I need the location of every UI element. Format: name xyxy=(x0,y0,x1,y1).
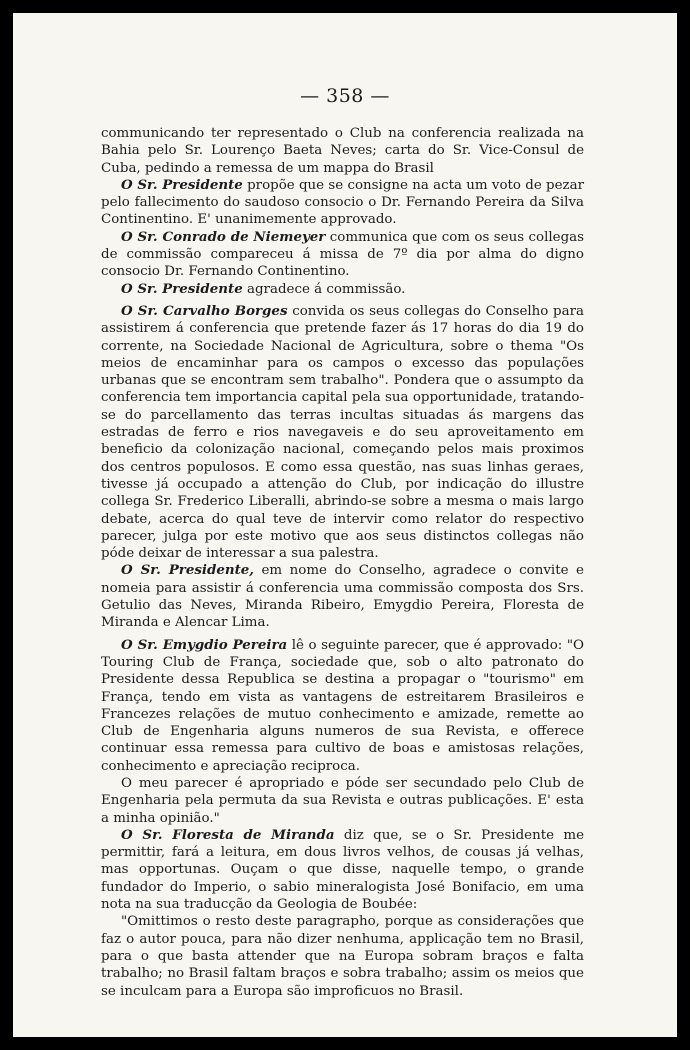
paragraph xyxy=(101,913,584,999)
page-number: — 358 — xyxy=(300,85,390,107)
document-page xyxy=(13,13,677,1037)
paragraph-text: em nome do Conselho, agradece o convite e nomeia para assistir á conferencia uma commissão composta dos Srs. Getulio das Neves, Miranda Ribeiro, Emygdio Pereira, Floresta de Miranda e Alencar Lima. xyxy=(101,563,584,631)
speaker-name: O Sr. Presidente, xyxy=(121,562,254,579)
speaker-name: O Sr. Carvalho Borges xyxy=(121,302,288,319)
paragraph-text: propõe que se consigne na acta um voto de pezar pelo fallecimento do saudoso consocio o Dr. Fernando Pereira da Silva Continentino. E' unanimemente approvado. xyxy=(101,177,584,228)
speaker-name: O Sr. Floresta de Miranda xyxy=(121,826,335,843)
paragraph xyxy=(101,562,584,631)
paragraph-text: convida os seus collegas do Conselho para assistirem á conferencia que pretende fazer ás 17 horas do dia 19 do corrente, na Sociedade Nacional de Agricultura, sobre o thema "Os meios de encaminhar para os campos o excesso das populações urbanas que se encontram sem trabalho". Pondera que o assumpto da conferencia tem importancia capital pela sua opportunidade, tratando-se do parcellamento das terras incultas situadas ás margens das estradas de ferro e rios navegaveis e do seu aproveitamento em beneficio da colonização nacional, começando pelos mais proximos dos centros populosos. E como essa questão, nas suas linhas geraes, tivesse já occupado a attenção do Club, por indicação do illustre collega Sr. Frederico Liberalli, abrindo-se sobre a mesma o mais largo debate, acerca do qual teve de intervir como relator do respectivo parecer, julga por este motivo que aos seus distinctos collegas não póde deixar de interessar a sua palestra. xyxy=(101,303,584,562)
speaker-name: O Sr. Presidente xyxy=(121,280,243,297)
paragraph-text: communicando ter representado o Club na conferencia realizada na Bahia pelo Sr. Lourenço Baeta Neves; carta do Sr. Vice-Consul de Cuba, pedindo a remessa de um mappa do Brasil xyxy=(101,126,584,176)
paragraph xyxy=(101,637,584,775)
paragraph xyxy=(101,303,584,562)
speaker-name: O Sr. Emygdio Pereira xyxy=(121,636,288,653)
paragraph xyxy=(101,775,584,827)
paragraph-text: diz que, se o Sr. Presidente me permittir, fará a leitura, em dous livros velhos, de cousas já velhas, mas opportunas. Ouçam o que disse, naquelle tempo, o grande fundador do Imperio, o sabio mineralogista José Bonifacio, em uma nota na sua traducção da Geologia de Boubée: xyxy=(101,827,584,913)
speaker-name: O Sr. Conrado de Niemeyer xyxy=(121,228,326,245)
paragraph-text: agradece á commissão. xyxy=(242,281,406,297)
body-text xyxy=(101,125,584,1000)
paragraph-text: lê o seguinte parecer, que é approvado: "O Touring Club de França, sociedade que, sob o alto patronato do Presidente dessa Republica se destina a propagar o "tourismo" em França, tendo em vista as vantagens de estreitarem Brasileiros e Francezes relações de mutuo conhecimento e amizade, remette ao Club de Engenharia alguns numeros de sua Revista, e offerece continuar essa remessa para cultivo de boas e amistosas relações, conhecimento e apreciação reciproca. xyxy=(101,637,584,774)
paragraph xyxy=(101,125,584,177)
paragraph-text: O meu parecer é apropriado e póde ser secundado pelo Club de Engenharia pela permuta da sua Revista e outras publicações. E' esta a minha opinião." xyxy=(101,775,584,826)
paragraph xyxy=(101,177,584,229)
paragraph xyxy=(101,229,584,281)
paragraph xyxy=(101,281,584,298)
paragraph-text: "Omittimos o resto deste paragrapho, porque as considerações que faz o autor pouca, para não dizer nenhuma, applicação tem no Brasil, para o que basta attender que na Europa sobram braços e falta trabalho; no Brasil faltam braços e sobra trabalho; assim os meios que se inculcam para a Europa são improficuos no Brasil. xyxy=(101,914,584,999)
paragraph xyxy=(101,827,584,913)
speaker-name: O Sr. Presidente xyxy=(121,176,243,193)
paragraph-text: communica que com os seus collegas de commissão compareceu á missa de 7º dia por alma do digno consocio Dr. Fernando Continentino. xyxy=(101,229,585,280)
